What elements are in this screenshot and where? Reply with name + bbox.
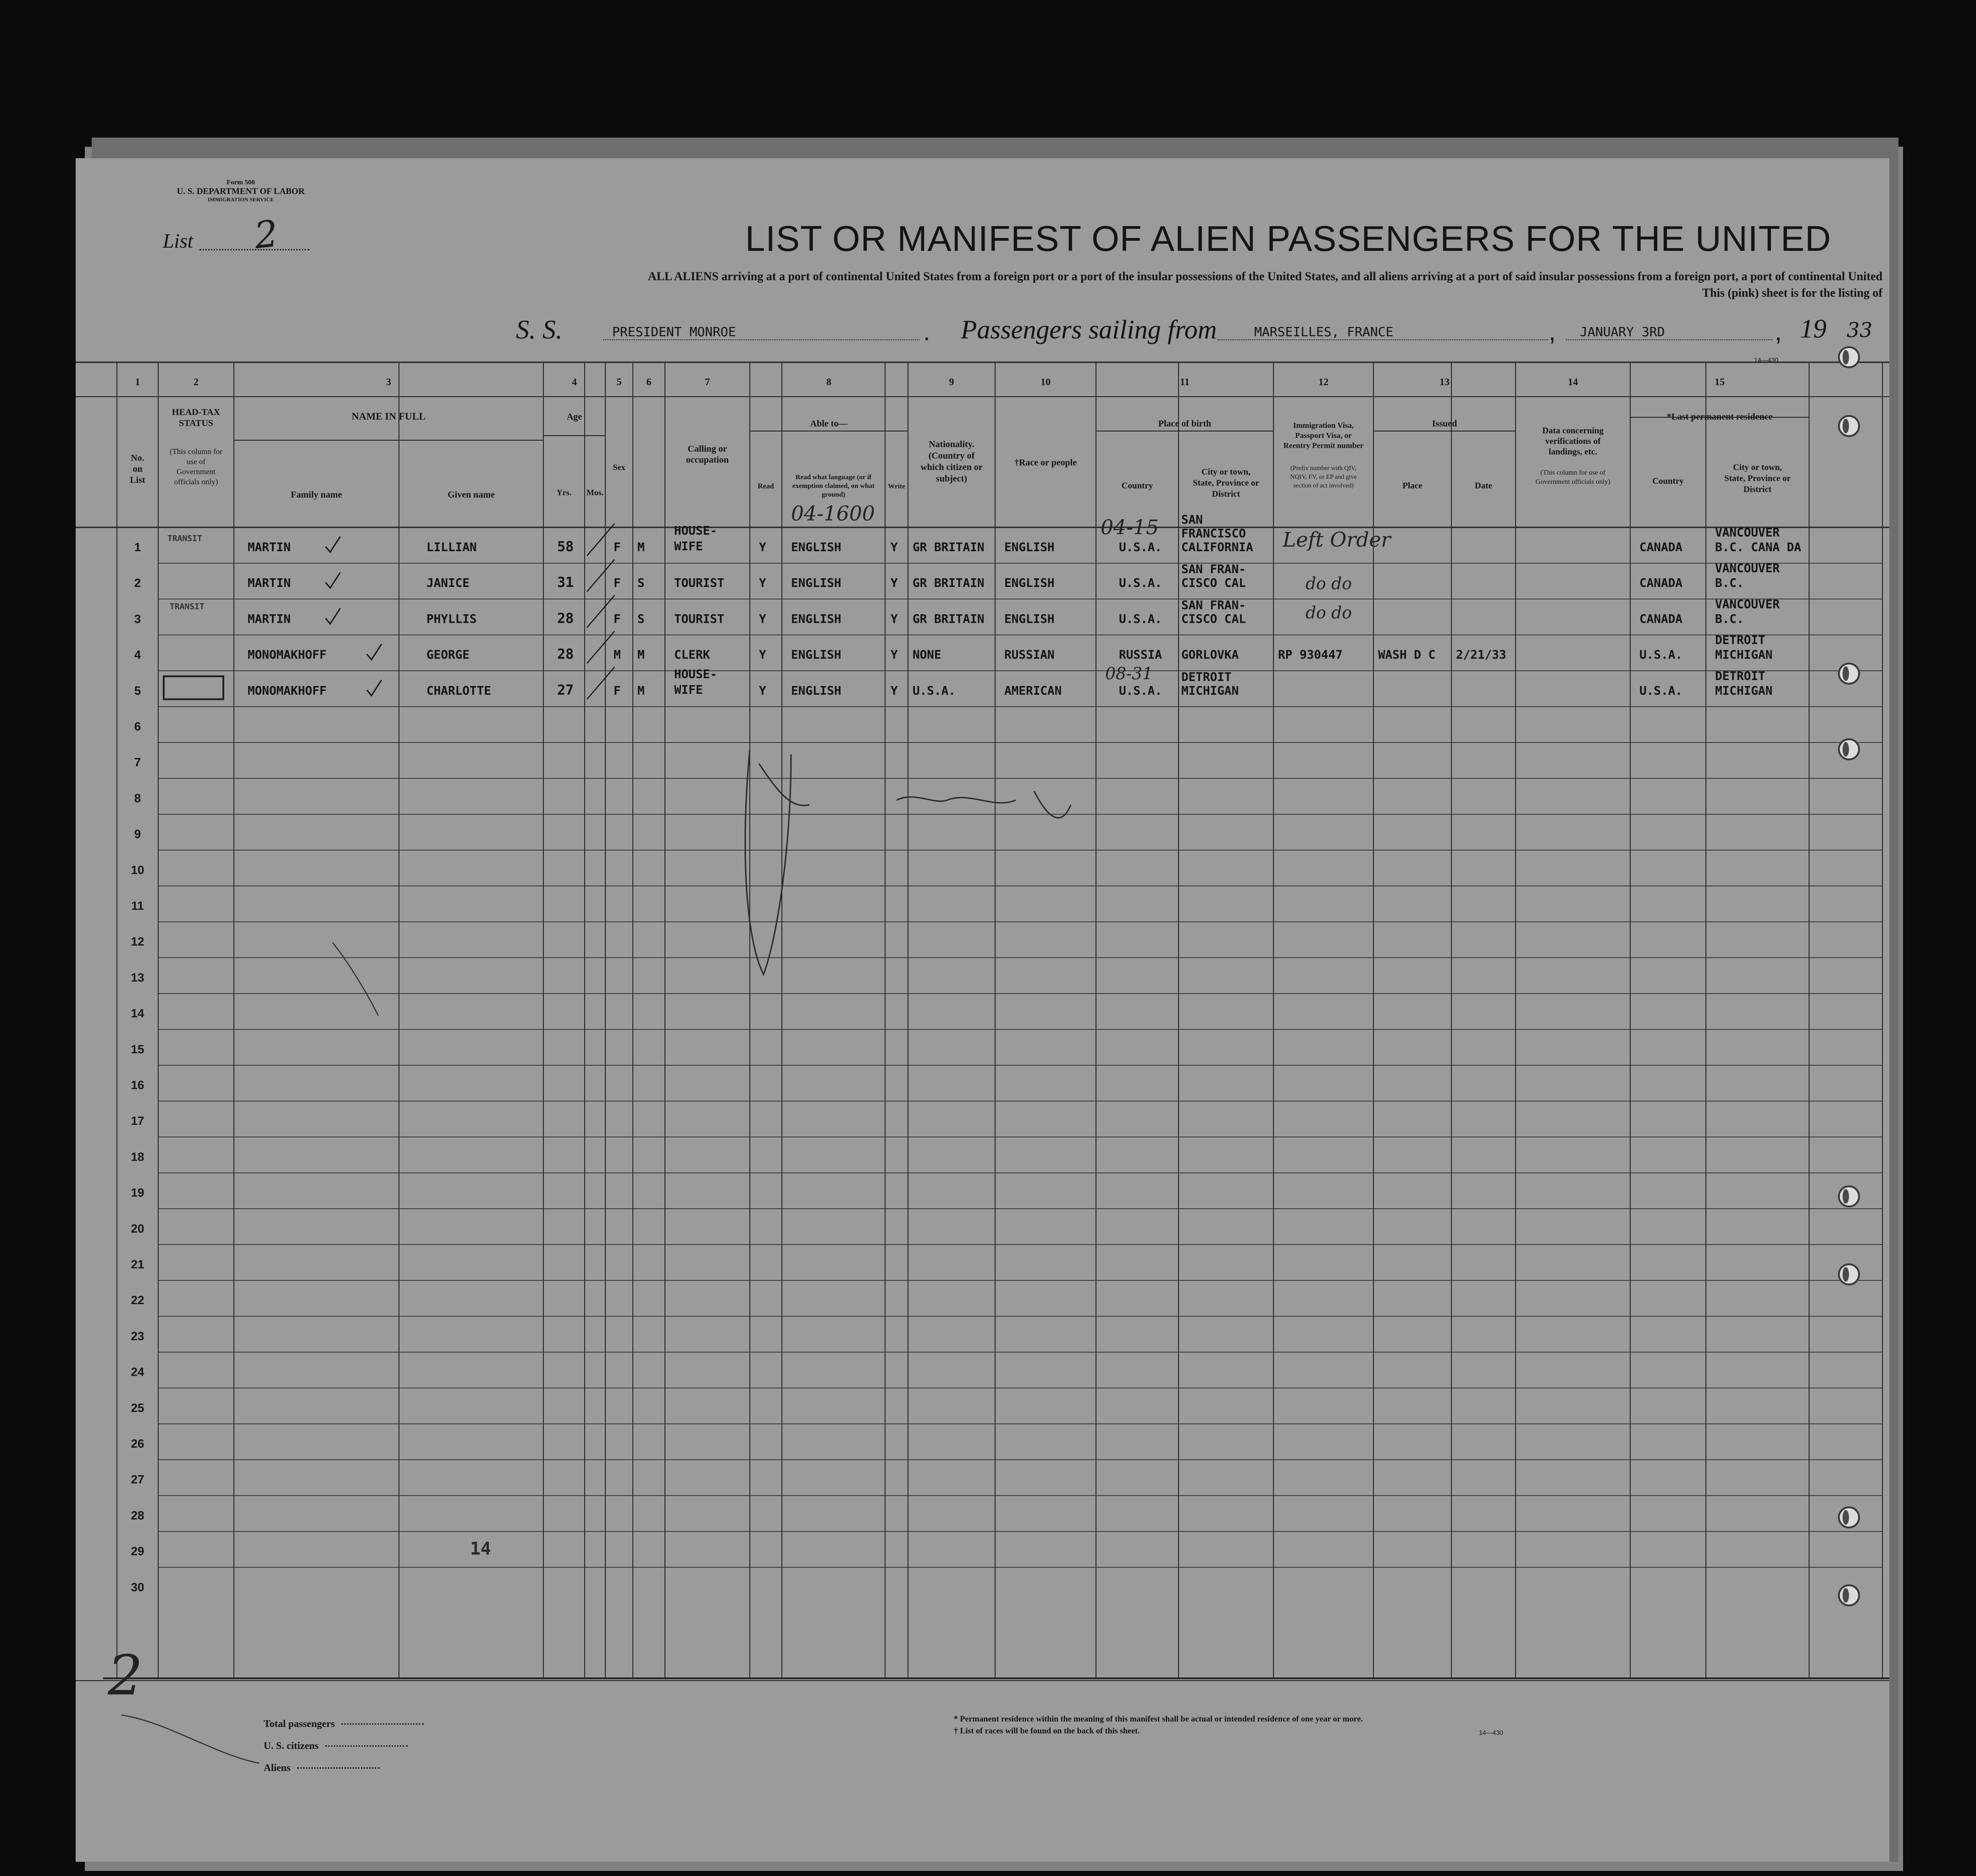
issued-place-cell: WASH D C [1378,648,1436,662]
residence-country-header: Country [1652,476,1684,486]
header-text-line: (Prefix number with QIV, [1290,465,1356,472]
verifications-note [1535,469,1610,486]
residence-city-cell: MICHIGAN [1715,684,1773,698]
race-cell: RUSSIAN [1004,648,1055,662]
race-cell: ENGLISH [1004,612,1055,626]
check-mark [326,537,340,552]
column-number: 4 [572,376,577,387]
header-text-line: Data concerning [1542,426,1604,436]
read-cell: Y [759,648,766,662]
department-name: U. S. DEPARTMENT OF LABOR [177,187,305,197]
line-number: 10 [131,863,144,877]
family-name-cell: MONOMAKHOFF [248,648,327,662]
birth-city-header [1193,467,1259,499]
handwritten-signature [745,750,809,974]
family-name-cell: MARTIN [248,612,291,626]
birth-city-cell: SAN FRAN- [1181,563,1246,577]
read-language-header [792,474,875,498]
age-cell: 28 [557,646,574,663]
us-citizens-label: U. S. citizens [264,1740,319,1751]
family-name-header: Family name [291,490,342,500]
birth-city-cell: DETROIT [1181,670,1232,684]
yrs-header: Yrs. [556,488,572,497]
header-text-line: HEAD-TAX [172,407,221,417]
age-cell: 28 [557,610,574,627]
residence-city-cell: VANCOUVER [1715,598,1780,612]
footnote-races: † List of races will be found on the back of this sheet. [954,1726,1140,1736]
handwritten-tick [587,667,614,699]
binder-hole [1838,738,1860,760]
header-text-line: NQIV, FV, or EP and give [1290,474,1357,481]
pen-stroke [122,1715,259,1763]
family-name-cell: MONOMAKHOFF [248,684,327,698]
residence-city-cell: DETROIT [1715,633,1766,647]
occupation-cell: TOURIST [674,576,725,591]
residence-country-cell: CANADA [1639,612,1683,626]
line-number: 5 [134,683,141,697]
line-number: 13 [131,970,144,985]
residence-city-header [1724,463,1791,494]
separator-comma: , [1549,317,1556,346]
verifications-header [1542,426,1604,457]
marital-cell: M [637,684,645,698]
header-text-line: City or town, [1733,463,1782,472]
visa-cell: RP 930447 [1278,648,1343,662]
issued-date-header: Date [1475,481,1492,491]
race-header: †Race or people [1014,458,1077,468]
residence-city-cell: B.C. [1715,612,1744,626]
write-cell: Y [891,541,898,554]
place-of-birth-header: Place of birth [1158,419,1212,429]
birth-country-header: Country [1121,481,1153,491]
residence-country-cell: U.S.A. [1639,684,1683,698]
binder-hole [1838,1584,1860,1606]
handwritten-code: 08-31 [1105,664,1153,684]
sailing-label: Passengers sailing from [961,315,1217,344]
list-label: List [163,230,194,252]
header-text-line: List [130,475,145,485]
birth-city-cell: FRANCISCO [1181,527,1246,541]
language-cell: ENGLISH [791,684,841,698]
header-text-line: which citizen or [920,462,983,472]
transit-stamp: TRANSIT [167,534,202,543]
residence-header: *Last permanent residence [1666,412,1773,422]
residence-country-cell: CANADA [1639,541,1683,554]
header-text-line: on [133,464,143,474]
residence-country-cell: CANADA [1639,576,1683,591]
residence-city-cell: B.C. CANA DA [1715,541,1801,554]
marital-cell: S [637,612,645,626]
birth-city-cell: SAN [1181,513,1203,527]
handwritten-ditto: do do [1306,575,1352,594]
residence-city-cell: B.C. [1715,576,1744,591]
occupation-cell: CLERK [674,648,710,662]
header-text-line: State, Province or [1193,478,1259,488]
sex-header: Sex [613,463,625,472]
handwritten-corner-number: 2 [108,1644,143,1708]
residence-city-cell: MICHIGAN [1715,648,1773,662]
language-cell: ENGLISH [791,648,841,662]
column-number: 6 [646,376,652,387]
ss-label: S. S. [516,315,563,344]
column-number: 2 [194,376,199,387]
intro-line-2: This (pink) sheet is for the listing of [1702,286,1882,300]
write-cell: Y [891,576,898,591]
birth-city-cell: CALIFORNIA [1181,541,1253,554]
given-name-cell: JANICE [426,576,470,591]
stamp-number: 14 [470,1538,491,1559]
line-number: 1 [134,540,141,554]
form-number: Form 500 [226,179,255,186]
issued-date-cell: 2/21/33 [1456,648,1506,662]
marital-cell: M [637,648,645,662]
issued-place-header: Place [1402,481,1422,491]
column-number: 7 [705,376,710,387]
residence-city-cell: VANCOUVER [1715,526,1780,540]
line-number: 11 [131,899,144,913]
nationality-cell: GR BRITAIN [913,576,985,591]
language-cell: ENGLISH [791,612,841,626]
write-cell: Y [891,684,898,698]
header-text-line: Government [177,467,216,476]
aliens-label: Aliens [264,1762,291,1773]
given-name-cell: GEORGE [426,648,470,662]
line-number: 14 [131,1006,144,1020]
line-number: 30 [131,1580,144,1594]
column-number: 12 [1318,376,1328,387]
footer-code: 14—430 [1479,1729,1503,1736]
line-number: 20 [131,1221,144,1235]
write-header: Write [888,483,905,490]
column-number: 1 [135,376,140,387]
header-text-line: officials only) [174,477,218,486]
residence-city-cell: VANCOUVER [1715,562,1780,576]
line-number: 4 [134,647,141,662]
handwritten-tick [587,631,614,664]
departure-port: MARSEILLES, FRANCE [1218,324,1548,340]
line-number: 17 [131,1114,144,1128]
header-text-line: section of act involved) [1293,482,1354,489]
intro-line-1: ALL ALIENS arriving at a port of continental United States from a foreign port or a port of the insular possessions of the United States, and all aliens arriving at a port of said insular possessions from a foreign port, a port of continental United [648,270,1882,283]
nationality-cell: GR BRITAIN [913,612,985,626]
write-cell: Y [891,612,898,626]
header-text-line: (Country of [928,451,975,461]
header-text-line: Government officials only) [1535,478,1611,486]
given-name-cell: LILLIAN [426,541,477,554]
binder-hole [1838,1185,1860,1207]
line-number: 25 [131,1400,144,1415]
header-text-line: Calling or [687,444,727,454]
page-title: LIST OR MANIFEST OF ALIEN PASSENGERS FOR THE UNITED [745,218,1832,259]
sex-cell: F [614,684,621,698]
handwritten-code: 04-1600 [791,502,875,526]
binder-hole [1838,663,1860,685]
calling-header [686,444,729,465]
separator-dot: . [923,317,930,346]
line-number: 29 [131,1544,144,1558]
nationality-cell: GR BRITAIN [913,541,985,554]
line-number: 18 [131,1150,144,1164]
race-cell: ENGLISH [1004,541,1055,554]
header-text-line: No. [131,453,144,463]
check-mark [367,644,382,660]
year-suffix: 33 [1847,319,1872,342]
handwritten-note: Left Order [1283,528,1391,552]
column-number: 3 [386,376,391,387]
line-number: 9 [134,827,141,841]
line-number: 22 [131,1293,144,1307]
line-number: 19 [131,1185,144,1200]
line-number: 23 [131,1329,144,1343]
marital-cell: M [637,541,645,554]
handwritten-ditto: do do [1306,603,1352,623]
manifest-grid [76,158,1889,1862]
header-text-line: (This column for [169,447,223,456]
mos-header: Mos. [586,488,604,497]
head-tax-note [170,447,223,486]
separator-comma: , [1775,317,1782,346]
write-cell: Y [891,648,898,662]
birth-country-cell: U.S.A. [1119,612,1162,626]
header-text-line: landings, etc. [1548,447,1598,457]
occupation-cell: HOUSE- [674,667,717,681]
header-text-line: District [1212,489,1240,499]
line-number: 6 [134,719,141,733]
check-mark [367,680,382,696]
age-cell: 27 [557,682,574,698]
line-number: 26 [131,1437,144,1450]
marital-cell: S [637,576,645,591]
line-number: 16 [131,1078,144,1092]
head-tax-stamp-box [164,676,223,699]
pen-stroke [332,942,378,1016]
occupation-cell: HOUSE- [674,524,717,538]
header-text-line: District [1743,485,1772,494]
binder-hole [1838,1263,1860,1285]
given-name-cell: CHARLOTTE [426,684,491,698]
birth-city-cell: GORLOVKA [1181,648,1239,662]
birth-city-cell: MICHIGAN [1181,684,1239,698]
line-number: 27 [131,1472,144,1487]
transit-stamp: TRANSIT [170,602,205,612]
binder-hole [1838,346,1860,368]
line-number: 12 [131,935,144,949]
issued-header: Issued [1432,419,1457,429]
header-text-line: exemption claimed, on what [792,482,875,490]
read-cell: Y [759,576,766,591]
line-number: 2 [134,576,141,590]
handwritten-code: 04-15 [1101,516,1159,539]
birth-country-cell: U.S.A. [1119,576,1162,591]
column-number: 13 [1439,376,1450,387]
line-number: 21 [131,1257,144,1271]
read-cell: Y [759,684,766,698]
head-tax-header [172,407,221,428]
handwritten-tick [587,524,614,556]
header-text-line: City or town, [1201,467,1251,477]
header-text-line: (This column for use of [1540,469,1605,476]
column-number: 9 [949,376,954,387]
service-name: IMMIGRATION SERVICE [207,196,274,203]
residence-country-cell: U.S.A. [1639,648,1683,662]
column-number: 14 [1568,376,1578,387]
line-number: 28 [131,1508,144,1522]
column-number: 15 [1715,376,1725,387]
read-cell: Y [759,541,766,554]
line-number: 15 [131,1042,144,1056]
residence-city-cell: DETROIT [1715,669,1766,683]
language-cell: ENGLISH [791,576,841,591]
sex-cell: M [614,648,621,662]
age-cell: 31 [557,575,574,591]
header-text-line: Immigration Visa, [1293,421,1354,430]
birth-city-cell: CISCO CAL [1181,576,1246,591]
race-cell: AMERICAN [1004,684,1062,698]
visa-header [1284,421,1364,450]
birth-country-cell: U.S.A. [1119,541,1162,554]
form-code: 14—430 [1754,356,1778,364]
header-text-line: Reentry Permit number [1283,441,1364,450]
column-number: 8 [826,376,831,387]
handwritten-tick [587,595,614,627]
year-prefix: 19 [1800,314,1827,343]
line-number: 3 [134,612,141,626]
footnote-residence: * Permanent residence within the meaning of this manifest shall be actual or intended residence of one year or more. [954,1714,1363,1723]
binder-hole [1838,1506,1860,1528]
header-text-line: use of [186,457,206,466]
header-text-line: Nationality. [929,439,974,449]
line-number: 7 [134,755,141,769]
birth-country-cell: RUSSIA [1119,648,1162,662]
column-number: 10 [1041,376,1051,387]
age-header: Age [566,412,582,422]
ship-name: PRESIDENT MONROE [603,324,919,340]
given-name-header: Given name [448,490,495,500]
race-cell: ENGLISH [1004,576,1055,591]
header-text-line: ground) [821,491,846,498]
nationality-cell: U.S.A. [913,684,956,698]
given-name-cell: PHYLLIS [426,612,477,626]
sex-cell: F [614,612,621,626]
manifest-sheet [76,158,1889,1862]
header-text-line: Read what language (or if [795,474,872,481]
sex-cell: F [614,576,621,591]
handwritten-signature [897,791,1071,818]
read-cell: Y [759,612,766,626]
occupation-cell: WIFE [674,540,703,553]
column-number: 11 [1180,376,1190,387]
sailing-date: JANUARY 3RD [1566,324,1772,340]
handwritten-tick [587,559,614,592]
sex-cell: F [614,541,621,554]
header-text-line: occupation [686,455,729,465]
birth-city-cell: CISCO CAL [1181,612,1246,626]
age-cell: 58 [557,539,574,555]
occupation-cell: TOURIST [674,612,725,626]
list-number: 2 [252,212,280,257]
able-to-header: Able to— [810,419,848,429]
header-text-line: STATUS [179,418,213,428]
header-text-line: Passport Visa, or [1295,431,1352,440]
header-text-line: subject) [936,474,967,484]
line-number: 8 [134,791,141,805]
line-number: 24 [131,1365,144,1379]
birth-city-cell: SAN FRAN- [1181,598,1246,613]
binder-hole [1838,415,1860,437]
birth-country-cell: U.S.A. [1119,684,1162,698]
check-mark [326,572,340,588]
name-in-full-header: NAME IN FULL [351,410,426,422]
read-header: Read [758,482,774,490]
family-name-cell: MARTIN [248,541,291,554]
check-mark [326,608,340,624]
family-name-cell: MARTIN [248,576,291,591]
visa-note [1290,465,1357,489]
nationality-cell: NONE [913,648,941,662]
column-number: 5 [616,376,622,387]
total-passengers-label: Total passengers [264,1718,335,1729]
header-text-line: State, Province or [1724,474,1791,483]
occupation-cell: WIFE [674,683,703,697]
header-text-line: verifications of [1545,437,1601,446]
no-on-list-header [130,453,145,485]
language-cell: ENGLISH [791,541,841,554]
nationality-header [920,439,983,484]
